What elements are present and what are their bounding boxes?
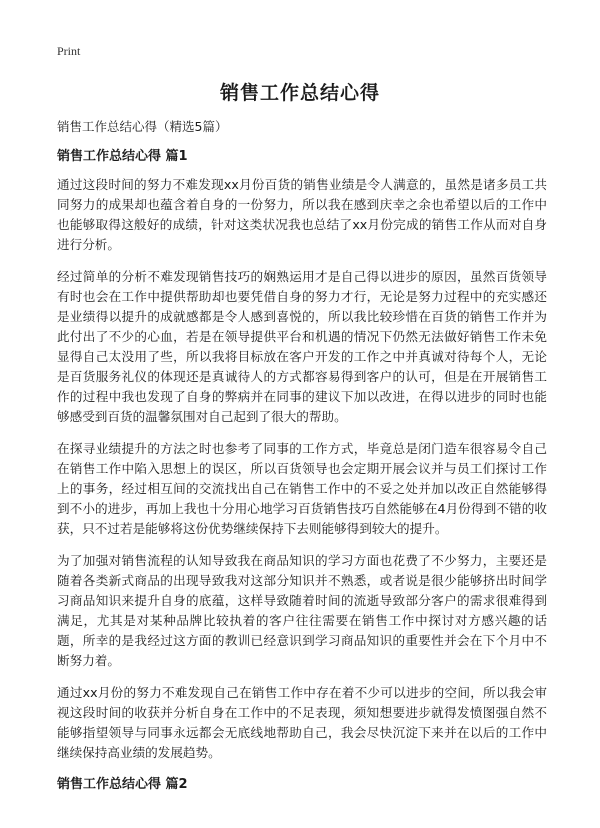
paragraph: 在探寻业绩提升的方法之时也参考了同事的工作方式，毕竟总是闭门造车很容易令自己在销售工作中陷入思想上的误区，所以百货领导也会定期开展会议并与员工们探讨工作上的事务，经过相互间的交流找出自己在销售工作中的不妥之处并加以改正自然能够得到不小的进步，再加上我也十分用心地学习百货销售技巧自然能够在4月份得到不错的收获，只不过若是能够将这份优势继续保持下去则能够得到较大的提升。	[57, 441, 547, 536]
section-heading-2: 销售工作总结心得 篇2	[57, 777, 188, 792]
document-subtitle: 销售工作总结心得（精选5篇）	[57, 119, 228, 134]
document-body	[57, 117, 547, 803]
paragraph: 通过这段时间的努力不难发现xx月份百货的销售业绩是令人满意的，虽然是诸多员工共同努力的成果却也蕴含着自身的一份努力，所以我在感到庆幸之余也希望以后的工作中也能够取得这般好的成绩，针对这类状况我也总结了xx月份完成的销售工作从而对自身进行分析。	[57, 177, 547, 252]
paragraph: 经过简单的分析不难发现销售技巧的娴熟运用才是自己得以进步的原因，虽然百货领导有时也会在工作中提供帮助却也要凭借自身的努力才行，无论是努力过程中的充实感还是业绩得以提升的成就感都是令人感到喜悦的，所以我比较珍惜在百货的销售工作并为此付出了不少的心血，若是在领导提供平台和机遇的情况下仍然无法做好销售工作未免显得自己太没用了些，所以我将目标放在客户开发的工作之中并真诚对待每个人，无论是百货服务礼仪的体现还是真诚待人的方式都容易得到客户的认可，但是在开展销售工作的过程中我也发现了自身的弊病并在同事的建议下加以改进，在得以进步的同时也能够感受到百货的温馨氛围对自己起到了很大的帮助。	[57, 269, 547, 424]
paragraph: 通过xx月份的努力不难发现自己在销售工作中存在着不少可以进步的空间，所以我会审视这段时间的收获并分析自身在工作中的不足表现，须知想要进步就得发愤图强自然不能够指望领导与同事永远都会无底线地帮助自己，我会尽快沉淀下来并在以后的工作中继续保持高业绩的发展趋势。	[57, 685, 547, 760]
print-label: Print	[57, 44, 81, 58]
paragraph: 为了加强对销售流程的认知导致我在商品知识的学习方面也花费了不少努力，主要还是随着各类新式商品的出现导致我对这部分知识并不熟悉，或者说是很少能够挤出时间学习商品知识来提升自身的底蕴，这样导致随着时间的流逝导致部分客户的需求很难得到满足，尤其是对某种品牌比较执着的客户往往需要在销售工作中探讨对方感兴趣的话题，所幸的是我经过这方面的教训已经意识到学习商品知识的重要性并会在下个月中不断努力着。	[57, 553, 547, 668]
section-heading-1: 销售工作总结心得 篇1	[57, 149, 188, 164]
document-title: 销售工作总结心得	[219, 82, 380, 104]
